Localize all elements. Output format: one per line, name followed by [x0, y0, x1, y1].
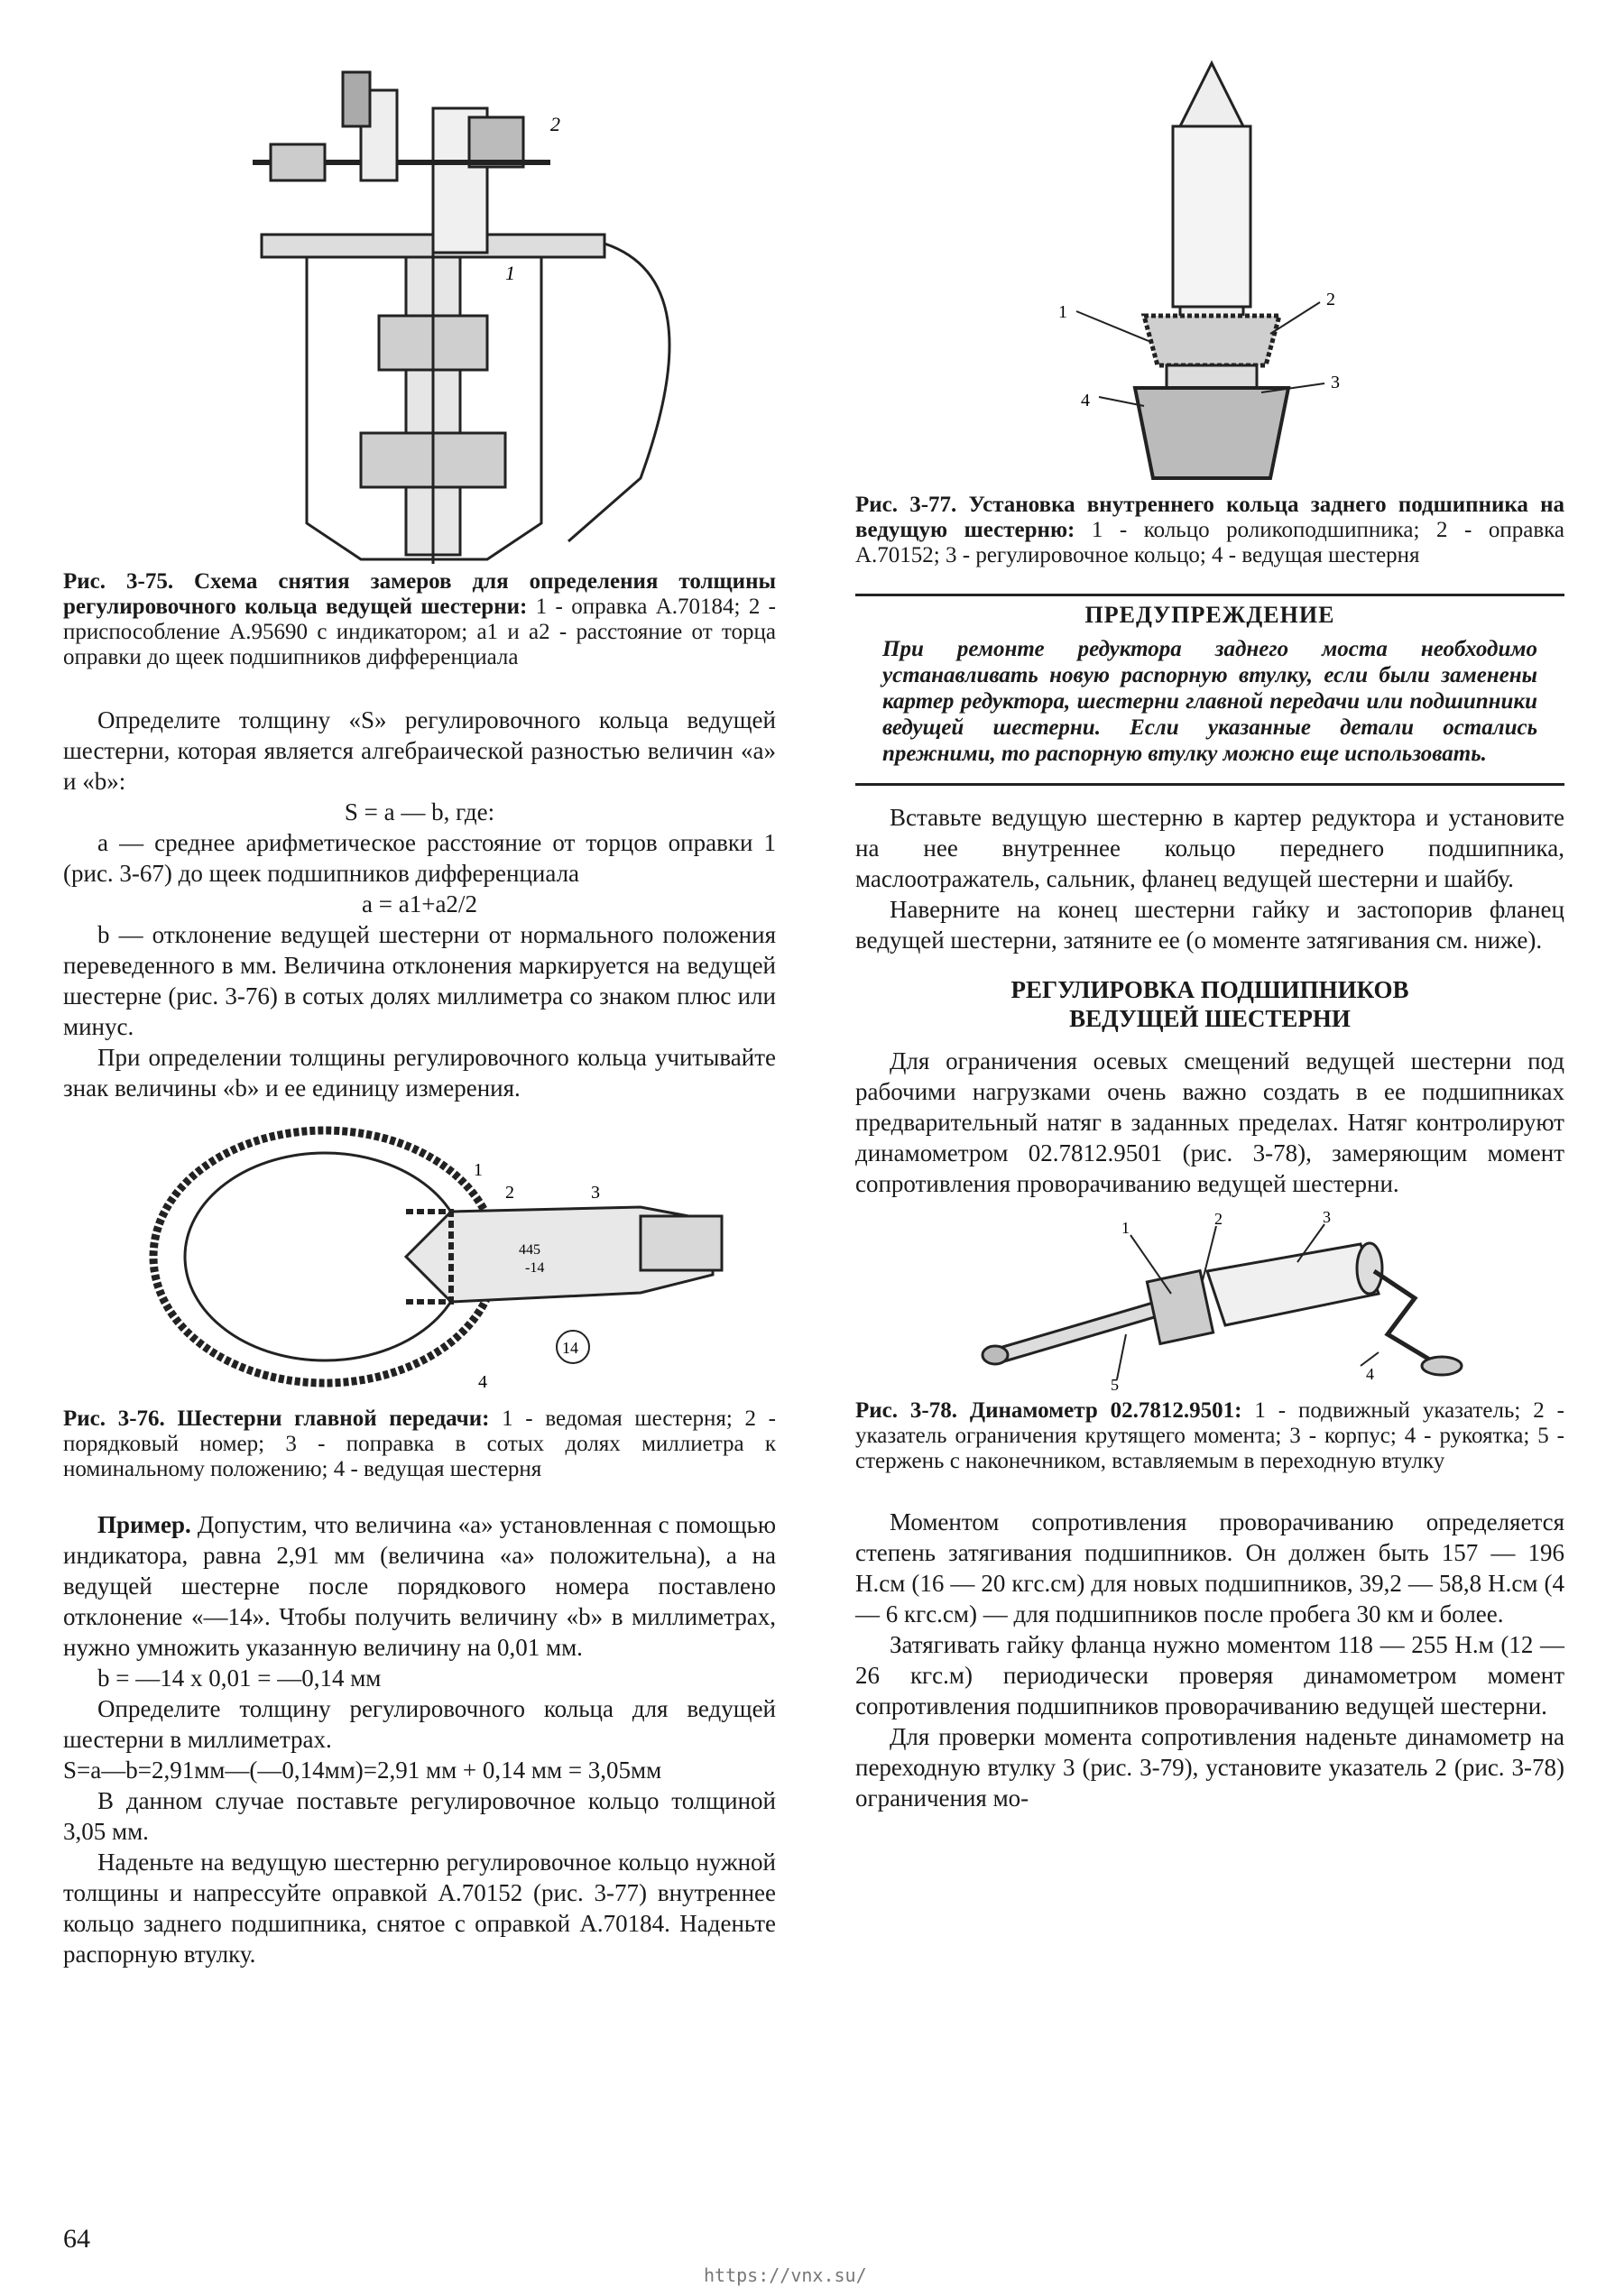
paragraph: Моментом сопротивления проворачиванию определяется степень затягивания подшипников. Он должен быть 157 — 196 Н.см (16 — 20 кгс.см) для новых подшипников, 39,2 — 58,8 Н.см (4 — 6 кгс.см) — для подшипников после пробега 30 км и более.	[855, 1508, 1564, 1627]
figure-3-76-caption	[63, 1406, 776, 1482]
paragraph: В данном случае поставьте регулировочное кольцо толщиной 3,05 мм.	[63, 1787, 776, 1845]
fig78-callout-2: 2	[1214, 1210, 1223, 1228]
paragraph: а — среднее арифметическое расстояние от торцов оправки 1 (рис. 3-67) до щеек подшипников дифференциала	[63, 829, 776, 887]
section-title-line-1: РЕГУЛИРОВКА ПОДШИПНИКОВ	[1010, 976, 1409, 1003]
fig78-callout-1: 1	[1121, 1219, 1130, 1237]
page-number: 64	[63, 2224, 90, 2254]
figure-3-75-caption	[63, 569, 776, 670]
figure-3-77-drawing	[855, 54, 1564, 487]
figure-3-78-drawing	[855, 1208, 1564, 1393]
figure-3-76	[63, 1112, 776, 1401]
fig77-callout-2: 2	[1326, 290, 1335, 309]
figure-3-78-caption	[855, 1398, 1564, 1474]
fig76-marking-correction: -14	[525, 1260, 545, 1276]
left-column	[63, 54, 776, 1969]
warning-bottom-rule	[855, 783, 1564, 786]
formula: b = —14 x 0,01 = —0,14 мм	[97, 1664, 382, 1692]
fig75-callout-2: 2	[550, 113, 560, 135]
fig78-caption-title: Рис. 3-78. Динамометр 02.7812.9501:	[855, 1398, 1242, 1423]
section-title-line-2: ВЕДУЩЕЙ ШЕСТЕРНИ	[1069, 1005, 1351, 1032]
paragraph: Для проверки момента сопротивления наденьте динамометр на переходную втулку 3 (рис. 3-79), установите указатель 2 (рис. 3-78) ограничения мо-	[855, 1723, 1564, 1812]
fig76-caption-text: 1 - ведомая шестерня; 2 - порядковый номер; 3 - поправка в сотых долях миллиетра к номинальному положению; 4 - ведущая шестерня	[63, 1406, 777, 1481]
warning-text: При ремонте редуктора заднего моста необходимо устанавливать новую распорную втулку, если были заменены картер редуктора, шестерни главной передачи или подшипники ведущей шестерни. Если указанные детали остались прежними, то распорную втулку можно еще использовать.	[882, 637, 1537, 766]
paragraph: При определении толщины регулировочного кольца учитывайте знак величины «b» и ее единицу измерения.	[63, 1044, 776, 1102]
fig78-callout-5: 5	[1111, 1376, 1119, 1393]
example-label: Пример.	[97, 1511, 191, 1538]
right-column	[855, 54, 1564, 1813]
fig75-caption-title: Рис. 3-75. Схема снятия замеров для определения толщины регулировочного кольца ведущей шестерни:	[63, 569, 776, 619]
paragraph: Определите толщину регулировочного кольца для ведущей шестерни в миллиметрах.	[63, 1695, 776, 1753]
formula: S = a — b, где:	[344, 798, 495, 825]
fig77-callout-4: 4	[1081, 391, 1090, 410]
figure-3-75-drawing	[63, 54, 776, 564]
fig76-callout-3: 3	[591, 1183, 600, 1203]
paragraph: b — отклонение ведущей шестерни от нормального положения переведенного в мм. Величина отклонения маркируется на ведущей шестерне (рис. 3-76) в сотых долях миллиметра со знаком плюс или минус.	[63, 921, 776, 1040]
figure-3-76-drawing	[63, 1112, 776, 1401]
figure-3-78	[855, 1208, 1564, 1393]
formula: a = a1+a2/2	[362, 890, 477, 917]
formula: S=a—b=2,91мм—(—0,14мм)=2,91 мм + 0,14 мм = 3,05мм	[63, 1757, 662, 1784]
footer-url[interactable]: https://vnx.su/	[704, 2264, 867, 2286]
paragraph-example	[63, 1509, 776, 1663]
paragraph: Наденьте на ведущую шестерню регулировочное кольцо нужной толщины и напрессуйте оправкой А.70152 (рис. 3-77) внутреннее кольцо заднего подшипника, снятое с оправкой А.70184. Наденьте распорную втулку.	[63, 1849, 776, 1968]
paragraph: Вставьте ведущую шестерню в картер редуктора и установите на нее внутреннее кольцо переднего подшипника, маслоотражатель, сальник, фланец ведущей шестерни и шайбу.	[855, 804, 1564, 892]
fig78-callout-4: 4	[1366, 1365, 1374, 1383]
figure-3-75	[63, 54, 776, 564]
fig77-callout-1: 1	[1058, 302, 1067, 322]
fig76-callout-1: 1	[474, 1160, 483, 1180]
fig75-callout-1: 1	[505, 262, 515, 284]
fig78-callout-3: 3	[1323, 1208, 1331, 1226]
paragraph: Наверните на конец шестерни гайку и застопорив фланец ведущей шестерни, затяните ее (о моменте затягивания см. ниже).	[855, 896, 1564, 954]
fig76-marking-number: 445	[519, 1242, 540, 1258]
paragraph: Определите толщину «S» регулировочного кольца ведущей шестерни, которая является алгебраической разностью величин «а» и «b»:	[63, 706, 776, 795]
fig78-caption-text: 1 - подвижный указатель; 2 - указатель ограничения крутящего момента; 3 - корпус; 4 - рукоятка; 5 - стержень с наконечником, вставляемым в переходную втулку	[855, 1398, 1564, 1473]
fig75-caption-text: 1 - оправка А.70184; 2 - приспособление А.95690 с индикатором; a1 и a2 - расстояние от торца оправки до щеек подшипников дифференциала	[63, 595, 777, 669]
paragraph: Затягивать гайку фланца нужно моментом 118 — 255 Н.м (12 — 26 кгс.м) периодически проверяя динамометром момент сопротивления подшипников проворачиванию ведущей шестерни.	[855, 1631, 1564, 1720]
section-title	[855, 975, 1564, 1033]
fig77-callout-3: 3	[1331, 373, 1340, 392]
warning-title: ПРЕДУПРЕЖДЕНИЕ	[1084, 602, 1335, 628]
fig76-callout-4: 4	[478, 1372, 487, 1392]
fig77-caption-text: 1 - кольцо роликоподшипника; 2 - оправка А.70152; 3 - регулировочное кольцо; 4 - ведущая шестерня	[855, 518, 1565, 567]
warning-top-rule	[855, 594, 1564, 596]
fig77-caption-title: Рис. 3-77. Установка внутреннего кольца заднего подшипника на ведущую шестерню:	[855, 493, 1564, 542]
fig76-callout-14: 14	[562, 1339, 578, 1357]
figure-3-77-caption	[855, 493, 1564, 568]
figure-3-77	[855, 54, 1564, 487]
example-text: Допустим, что величина «а» установленная с помощью индикатора, равна 2,91 мм (величина «а» положительна), а на ведущей шестерне после порядкового номера поставлено отклонение «—14». Чтобы получить величину «b» в миллиметрах, нужно умножить указанную величину на 0,01 мм.	[63, 1511, 776, 1661]
fig76-caption-title: Рис. 3-76. Шестерни главной передачи:	[63, 1406, 490, 1431]
paragraph: Для ограничения осевых смещений ведущей шестерни под рабочими нагрузками очень важно создать в ее подшипниках предварительный натяг в заданных пределах. Натяг контролируют динамометром 02.7812.9501 (рис. 3-78), замеряющим момент сопротивления проворачиванию ведущей шестерни.	[855, 1047, 1564, 1197]
fig76-callout-2: 2	[505, 1183, 514, 1203]
